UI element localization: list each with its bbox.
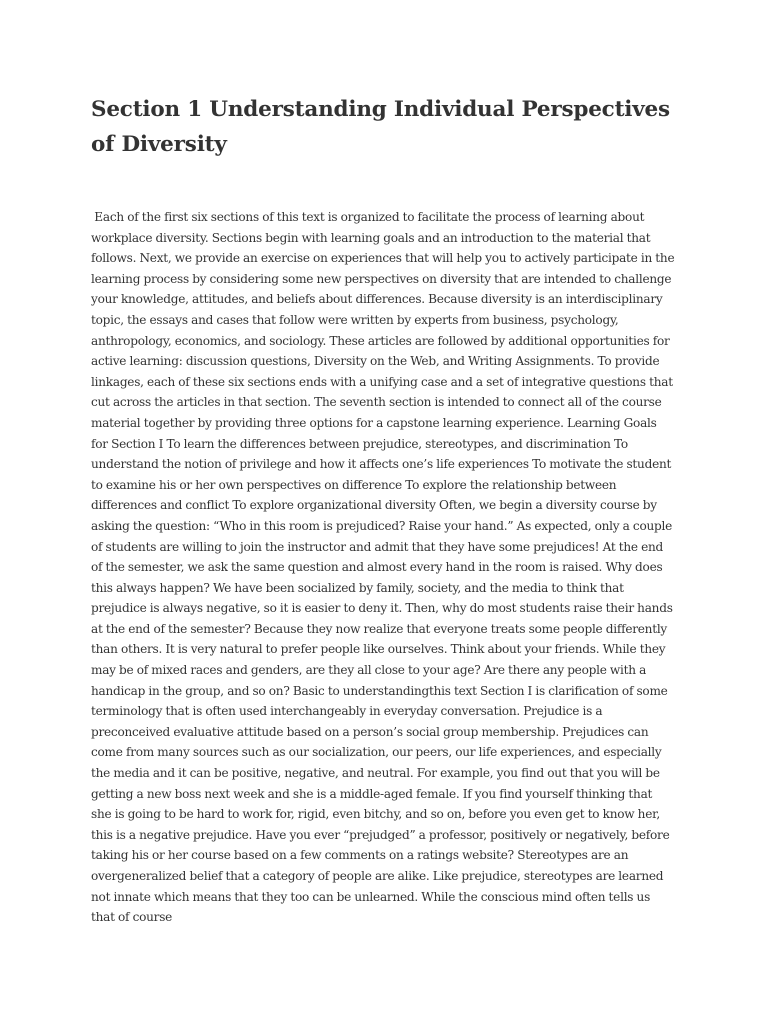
section-title: Section 1 Understanding Individual Perspectives of Diversity [91, 97, 670, 157]
body-paragraph: Each of the first six sections of this text is organized to facilitate the process of learning about workplace diversity. Sections begin with learning goals and an introduction to the material that follows. Next, we provide an exercise on experiences that will help you to actively participate in the learning process by considering some new perspectives on diversity that are intended to challenge your knowledge, attitudes, and beliefs about differences. Because diversity is an interdisciplinary topic, the essays and cases that follow were written by experts from business, psychology, anthropology, economics, and sociology. These articles are followed by additional opportunities for active learning: discussion questions, Diversity on the Web, and Writing Assignments. To provide linkages, each of these six sections ends with a unifying case and a set of integrative questions that cut across the articles in that section. The seventh section is intended to connect all of the course material together by providing three options for a capstone learning experience. Learning Goals for Section I To learn the differences between prejudice, stereotypes, and discrimination To understand the notion of privilege and how it affects one’s life experiences To motivate the student to examine his or her own perspectives on difference To explore the relationship between differences and conflict To explore organizational diversity Often, we begin a diversity course by asking the question: “Who in this room is prejudiced? Raise your hand.” As expected, only a couple of students are willing to join the instructor and admit that they have some prejudices! At the end of the semester, we ask the same question and almost every hand in the room is raised. Why does this always happen? We have been socialized by family, society, and the media to think that prejudice is always negative, so it is easier to deny it. Then, why do most students raise their hands at the end of the semester? Because they now realize that everyone treats some people differently than others. It is very natural to prefer people like ourselves. Think about your friends. While they may be of mixed races and genders, are they all close to your age? Are there any people with a handicap in the group, and so on? Basic to understandingthis text Section I is clarification of some terminology that is often used interchangeably in everyday conversation. Prejudice is a preconceived evaluative attitude based on a person’s social group membership. Prejudices can come from many sources such as our socialization, our peers, our life experiences, and especially the media and it can be positive, negative, and neutral. For example, you find out that you will be getting a new boss next week and she is a middle-aged female. If you find yourself thinking that she is going to be hard to work for, rigid, even bitchy, and so on, before you even get to know her, this is a negative prejudice. Have you ever “prejudged” a professor, positively or negatively, before taking his or her course based on a few comments on a ratings website? Stereotypes are an overgeneralized belief that a category of people are alike. Like prejudice, stereotypes are learned not innate which means that they too can be unlearned. While the conscious mind often tells us that of course [91, 210, 678, 925]
